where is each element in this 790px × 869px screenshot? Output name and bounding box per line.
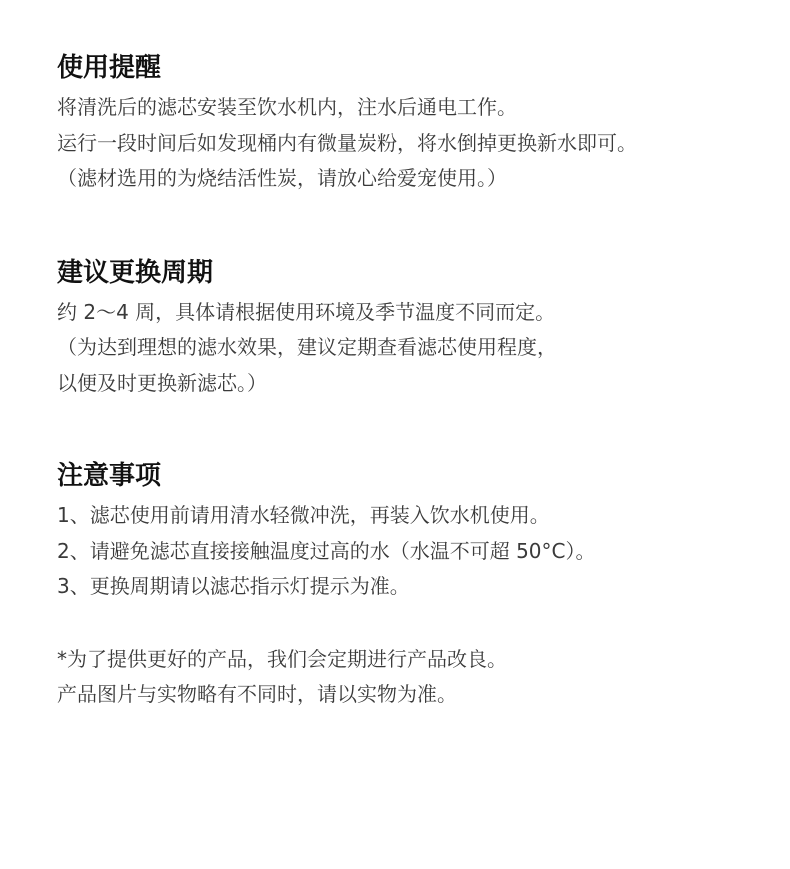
replacement-cycle-section [57,255,777,402]
replacement-cycle-title: 建议更换周期 [57,257,214,288]
usage-line: 运行一段时间后如发现桶内有微量炭粉，将水倒掉更换新水即可。 [57,130,637,155]
usage-reminder-section [57,50,777,197]
usage-line: 将清洗后的滤芯安装至饮水机内，注水后通电工作。 [57,95,517,119]
replacement-cycle-line: 以便及时更换新滤芯。） [57,370,267,395]
usage-line: （滤材选用的为烧结活性炭，请放心给爱宠使用。） [57,166,507,190]
notes-item: 1、滤芯使用前请用清水轻微冲洗，再装入饮水机使用。 [57,503,550,527]
disclaimer-line: *为了提供更好的产品，我们会定期进行产品改良。 [57,646,507,671]
notes-item: 2、请避免滤芯直接接触温度过高的水（水温不可超 50°C）。 [57,538,596,563]
usage-reminder-title: 使用提醒 [57,53,162,83]
replacement-cycle-line: （为达到理想的滤水效果，建议定期查看滤芯使用程度， [57,335,557,359]
notes-title: 注意事项 [57,461,162,491]
notes-section [57,458,777,605]
replacement-cycle-line: 约 2～4 周，具体请根据使用环境及季节温度不同而定。 [57,299,556,324]
notes-item: 3、更换周期请以滤芯指示灯提示为准。 [57,574,410,598]
disclaimer-line: 产品图片与实物略有不同时，请以实物为准。 [57,682,457,706]
disclaimer-section [57,642,777,713]
instructions-page [57,50,777,713]
